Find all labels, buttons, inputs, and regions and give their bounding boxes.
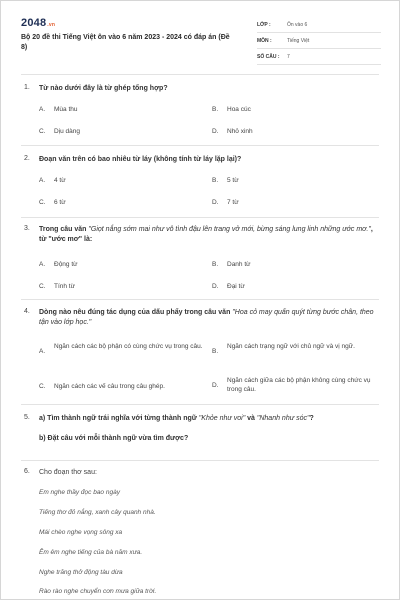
option-text: Ngăn cách các bộ phận có cùng chức vụ trong câu. bbox=[54, 343, 203, 350]
header bbox=[21, 11, 381, 65]
divider bbox=[21, 217, 379, 218]
option-text: Dịu dàng bbox=[54, 128, 81, 135]
option-letter: C. bbox=[39, 283, 46, 290]
question-quote: "Hoa cỏ may quấn quýt từng bước chân, theo tận vào lớp học." bbox=[39, 309, 374, 326]
logo-domain: .vn bbox=[47, 22, 56, 28]
option-text: 4 từ bbox=[54, 177, 66, 184]
poem-line: Rào rào nghe chuyển cơn mưa giữa trời. bbox=[39, 588, 157, 595]
option-text: Hoa cúc bbox=[227, 106, 251, 113]
option-letter: D. bbox=[212, 199, 219, 206]
option-letter: A. bbox=[39, 348, 46, 355]
meta-value: Tiếng Việt bbox=[287, 37, 310, 44]
question-4 bbox=[21, 308, 381, 396]
idiom-quote-2: "Nhanh như sóc" bbox=[256, 415, 310, 422]
meta-value: 7 bbox=[287, 53, 290, 60]
poem-line: Mái chèo nghe vọng sông xa bbox=[39, 529, 123, 536]
option-letter: C. bbox=[39, 383, 46, 390]
question-5 bbox=[21, 414, 381, 454]
option-text: Đại từ bbox=[227, 283, 245, 290]
question-number: 1. bbox=[24, 84, 30, 91]
option-letter: D. bbox=[212, 382, 219, 389]
option-letter: B. bbox=[212, 261, 219, 268]
option-text: 5 từ bbox=[227, 177, 239, 184]
question-prefix: Trong câu văn bbox=[39, 226, 89, 233]
option-text: Tính từ bbox=[54, 283, 75, 290]
poem-line: Êm êm nghe tiếng của bà năm xưa. bbox=[39, 549, 143, 556]
option-letter: A. bbox=[39, 106, 46, 113]
option-text: 7 từ bbox=[227, 199, 239, 206]
option-letter: B. bbox=[212, 348, 219, 355]
option-text: Mùa thu bbox=[54, 106, 78, 113]
option-letter: C. bbox=[39, 199, 46, 206]
question-text: Đoạn văn trên có bao nhiêu từ láy (không tính từ láy lặp lại)? bbox=[39, 156, 242, 163]
meta-row-count bbox=[257, 49, 381, 65]
question-part-a bbox=[39, 414, 379, 424]
divider bbox=[21, 74, 379, 75]
option-letter: B. bbox=[212, 106, 219, 113]
meta-key: MÔN : bbox=[257, 37, 272, 44]
option-text: Động từ bbox=[54, 261, 78, 268]
question-number: 5. bbox=[24, 414, 30, 421]
poem-line: Em nghe thầy đọc bao ngày bbox=[39, 489, 120, 496]
question-quote: "Giọt nắng sớm mai như vô tình đậu lên trang vở mới, bừng sáng lung linh những ước mơ." bbox=[88, 226, 371, 233]
meta-value: Ôn vào 6 bbox=[287, 21, 308, 28]
document-title: Bộ 20 đề thi Tiếng Việt ôn vào 6 năm 2023 - 2024 có đáp án (Đề 8) bbox=[21, 34, 230, 51]
divider bbox=[21, 299, 379, 300]
question-suffix: , từ "ước mơ" là: bbox=[39, 226, 373, 243]
option-text: Nhỏ xinh bbox=[227, 128, 253, 135]
question-text bbox=[39, 308, 379, 328]
meta-key: SỐ CÂU : bbox=[257, 53, 280, 60]
meta-info bbox=[257, 17, 381, 65]
question-number: 3. bbox=[24, 225, 30, 232]
option-text: Ngăn cách giữa các bộ phận không cùng chức vụ trong câu. bbox=[227, 377, 371, 393]
question-text bbox=[39, 225, 379, 245]
part-a-suffix: ? bbox=[309, 415, 314, 422]
question-number: 4. bbox=[24, 308, 30, 315]
question-2 bbox=[21, 155, 381, 215]
part-a-mid: và bbox=[245, 415, 257, 422]
question-number: 2. bbox=[24, 155, 30, 162]
divider bbox=[21, 404, 379, 405]
option-letter: B. bbox=[212, 177, 219, 184]
question-1 bbox=[21, 84, 381, 144]
divider bbox=[21, 145, 379, 146]
divider bbox=[21, 460, 379, 461]
poem-line: Tiếng thơ đỏ nắng, xanh cây quanh nhà. bbox=[39, 509, 156, 516]
poem-line: Nghe trăng thở động tàu dừa bbox=[39, 569, 123, 576]
option-text: Danh từ bbox=[227, 261, 251, 268]
meta-row-subject bbox=[257, 33, 381, 49]
question-number: 6. bbox=[24, 468, 30, 475]
option-letter: D. bbox=[212, 283, 219, 290]
option-text: 6 từ bbox=[54, 199, 66, 206]
option-letter: D. bbox=[212, 128, 219, 135]
option-text: Ngăn cách trạng ngữ với chủ ngữ và vị ngữ. bbox=[227, 343, 355, 350]
question-text: Cho đoạn thơ sau: bbox=[39, 469, 97, 476]
idiom-quote-1: "Khỏe như voi" bbox=[198, 415, 246, 422]
question-part-b: b) Đặt câu với mỗi thành ngữ vừa tìm được? bbox=[39, 435, 189, 442]
logo-main: 2048 bbox=[21, 17, 47, 29]
option-letter: C. bbox=[39, 128, 46, 135]
meta-row-class bbox=[257, 17, 381, 33]
meta-key: LỚP : bbox=[257, 21, 271, 28]
option-letter: A. bbox=[39, 261, 46, 268]
question-3 bbox=[21, 225, 381, 297]
option-text: Ngăn cách các vế câu trong câu ghép. bbox=[54, 383, 165, 390]
question-prefix: Dòng nào nêu đúng tác dụng của dấu phẩy trong câu văn bbox=[39, 309, 233, 316]
question-text: Từ nào dưới đây là từ ghép tổng hợp? bbox=[39, 85, 168, 92]
question-6 bbox=[21, 468, 381, 488]
part-a-prefix: a) Tìm thành ngữ trái nghĩa với từng thành ngữ bbox=[39, 415, 199, 422]
option-letter: A. bbox=[39, 177, 46, 184]
site-logo[interactable] bbox=[21, 17, 55, 29]
